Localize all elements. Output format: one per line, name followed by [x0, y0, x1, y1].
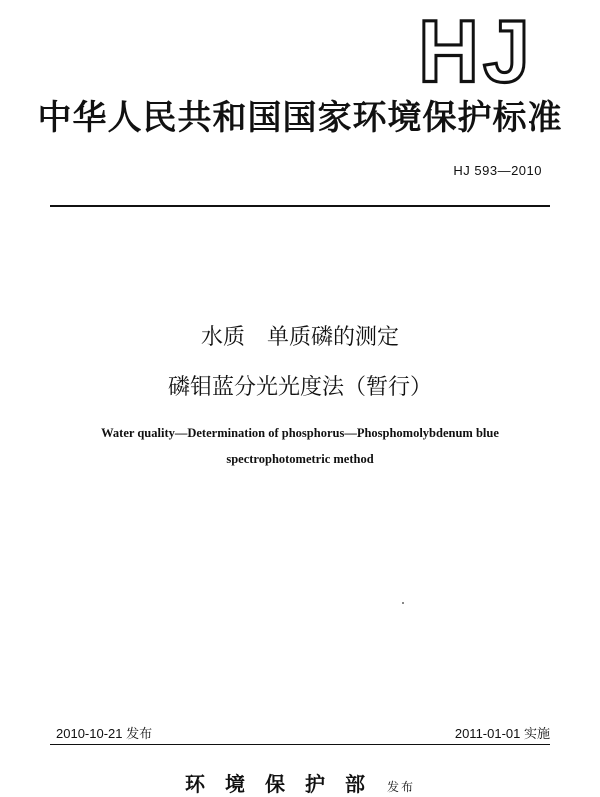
publisher-name: 环境保护部	[184, 772, 385, 796]
scan-speck	[402, 602, 404, 604]
implementation-date: 2011-01-01 实施	[454, 726, 550, 741]
publisher	[0, 768, 600, 797]
standard-number: HJ 593—2010	[453, 163, 542, 178]
title-en-line1: Water quality—Determination of phosphorus—Phosphomolybdenum blue	[101, 426, 499, 440]
header-divider	[50, 205, 550, 207]
title-zh-line1: 水质 单质磷的测定	[200, 325, 399, 350]
title-en-line2: spectrophotometric method	[226, 452, 374, 466]
title-zh-line2: 磷钼蓝分光光度法（暂行）	[167, 375, 432, 400]
hj-logo	[412, 14, 540, 88]
hj-logo-text: HJ	[418, 14, 534, 88]
publisher-suffix: 发布	[386, 780, 415, 794]
org-title: 中华人民共和国国家环境保护标准	[37, 98, 563, 138]
footer-divider	[50, 744, 550, 745]
issue-date: 2010-10-21 发布	[56, 726, 153, 741]
